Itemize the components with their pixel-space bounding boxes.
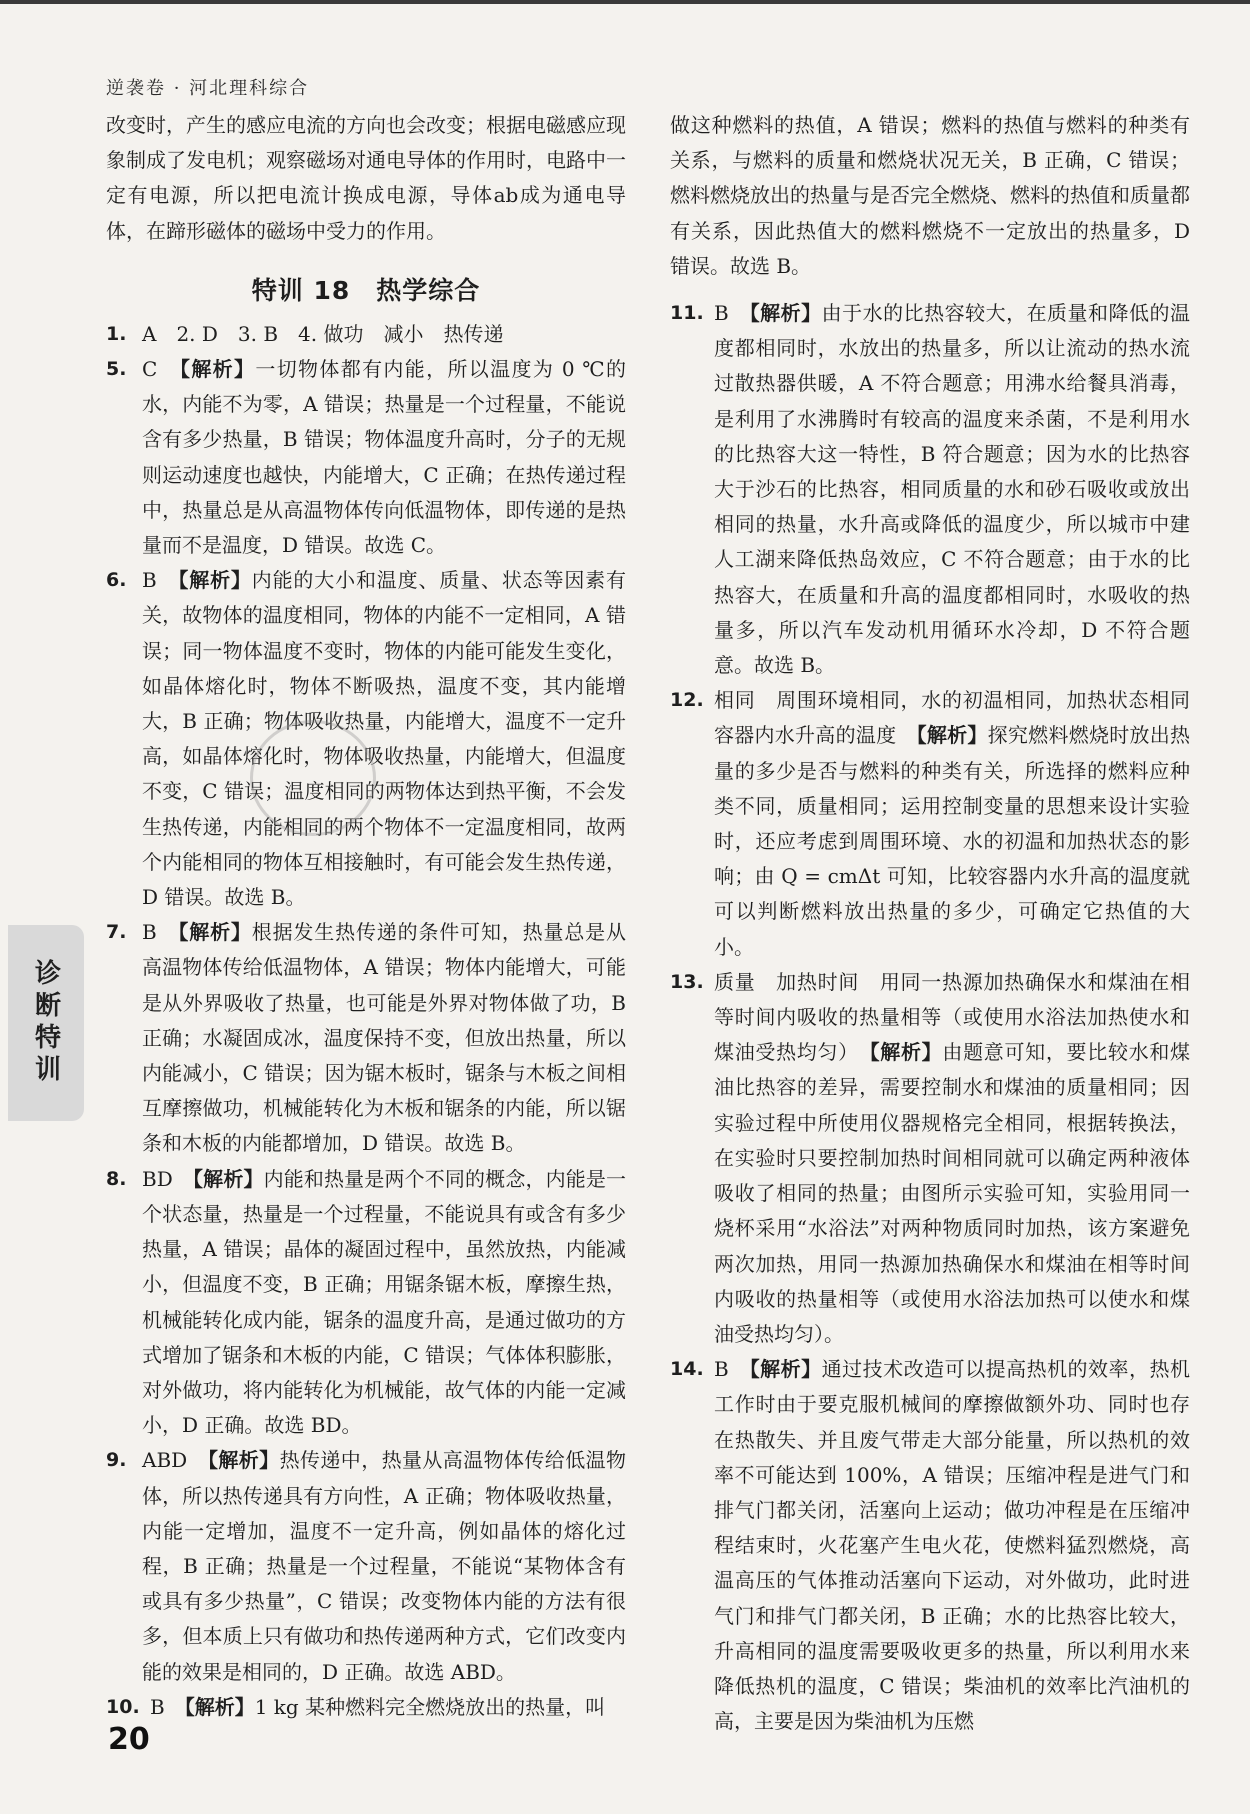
item-answer: BD <box>142 1166 194 1191</box>
item-text: 1 kg 某种燃料完全燃烧放出的热量，叫 <box>254 1694 606 1719</box>
analysis-tag: 【解析】 <box>178 568 252 593</box>
item-answer: B <box>142 568 179 593</box>
item-text: 由于水的比热容较大，在质量和降低的温度都相同时，水放出的热量多，所以让流动的热水流过散热器供暖，A 不符合题意；用沸水给餐具消毒，是利用了水沸腾时有较高的温度来杀菌，不是利用水的比热容大这一特性，B 符合题意；因为水的比热容大于沙石的比热容，相同质量的水和砂石吸收或放出相同的热量，水升高或降低的温度少，所以城市中建人工湖来降低热岛效应，C 不符合题意；由于水的比热容大，在质量和升高的温度都相同时，水吸收的热量多，所以汽车发动机用循环水冷却，D 不符合题意。故选 B。 <box>714 301 1191 678</box>
item-number: 5. <box>106 358 127 381</box>
analysis-tag: 【解析】 <box>184 1694 255 1719</box>
item-text: 内能和热量是两个不同的概念，内能是一个状态量，热量是一个过程量，不能说具有或含有多少热量，A 错误；晶体的凝固过程中，虽然放热，内能减小，但温度不变，B 正确；用锯条锯木板，摩擦生热，机械能转化成内能，锯条的温度升高，是通过做功的方式增加了锯条和木板的内能，C 错误；气体体积膨胀，对外做功，将内能转化为机械能，故气体的内能一定减小，D 正确。故选 BD。 <box>142 1166 627 1438</box>
item-answer: B <box>142 920 179 945</box>
item-number: 14. <box>670 1358 704 1381</box>
item-text: 根据发生热传递的条件可知，热量总是从高温物体传给低温物体，A 错误；物体内能增大，可能是从外界吸收了热量，也可能是外界对物体做了功，B 正确；水凝固成冰，温度保持不变，但放出热量，所以内能减小，C 错误；因为锯木板时，锯条与木板之间相互摩擦做功，机械能转化为木板和锯条的内能，所以锯条和木板的内能都增加，D 错误。故选 B。 <box>142 920 627 1156</box>
analysis-tag: 【解析】 <box>207 1448 280 1473</box>
item-number: 11. <box>670 302 704 325</box>
stamp-watermark <box>250 720 376 836</box>
item-text: 由题意可知，要比较水和煤油比热容的差异，需要控制水和煤油的质量相同；因实验过程中所使用仪器规格完全相同，根据转换法，在实验时只要控制加热时间相同就可以确定两种液体吸收了相同的热量；由图所示实验可知，实验用同一烧杯采用“水浴法”对两种物质同时加热，该方案避免两次加热，用同一热源加热确保水和煤油在相等时间内吸收的热量相等（或使用水浴法加热可以使水和煤油受热均匀）。 <box>714 1040 1191 1346</box>
item-answer: B <box>150 1694 185 1719</box>
side-tab-label: 诊断特训 <box>30 959 61 1087</box>
item-number: 12. <box>670 689 704 712</box>
side-tab <box>8 925 84 1121</box>
item-text: A 2. D 3. B 4. 做功 减小 热传递 <box>142 321 504 346</box>
analysis-tag: 【解析】 <box>193 1166 264 1191</box>
answer-item <box>106 563 626 915</box>
analysis-tag: 【解析】 <box>916 723 988 748</box>
answer-item <box>670 296 1190 683</box>
item-text: 通过技术改造可以提高热机的效率，热机工作时由于要克服机械间的摩擦做额外功、同时也存在热散失、并且废气带走大部分能量，所以热机的效率不可能达到 100%，A 错误；压缩冲程是进气门和排气门都关闭，活塞向上运动；做功冲程是在压缩冲程结束时，火花塞产生电火花，使燃料猛烈燃烧，高温高压的气体推动活塞向下运动，对外做功，此时进气门和排气门都关闭，B 正确；水的比热容比较大，升高相同的温度需要吸收更多的热量，所以利用水来降低热机的温度，C 错误；柴油机的效率比汽油机的高，主要是因为柴油机为压燃 <box>714 1357 1191 1734</box>
item-number: 7. <box>106 921 127 944</box>
item-text: 一切物体都有内能，所以温度为 0 ℃的水，内能不为零，A 错误；热量是一个过程量，不能说含有多少热量，B 错误；物体温度升高时，分子的无规则运动速度也越快，内能增大，C 正确；在热传递过程中，热量总是从高温物体传向低温物体，即传递的是热量而不是温度，D 错误。故选 C。 <box>142 357 627 558</box>
page-number: 20 <box>108 1722 150 1757</box>
item-number: 9. <box>106 1449 127 1472</box>
running-header: 逆袭卷 · 河北理科综合 <box>106 78 310 99</box>
item-number: 6. <box>106 569 127 592</box>
answer-item <box>106 1162 626 1444</box>
analysis-tag: 【解析】 <box>180 357 256 382</box>
item-text: 探究燃料燃烧时放出热量的多少是否与燃料的种类有关，所选择的燃料应种类不同，质量相同；运用控制变量的思想来设计实验时，还应考虑到周围环境、水的初温和加热状态的影响；由 Q = cmΔt 可知，比较容器内水升高的温度就可以判断燃料放出热量的多少，可确定它热值的大小。 <box>714 723 1191 959</box>
answer-item <box>106 352 626 563</box>
answer-item <box>670 683 1210 965</box>
item-answer: C <box>142 357 180 382</box>
answer-item <box>106 915 626 1161</box>
analysis-tag: 【解析】 <box>749 1357 822 1382</box>
analysis-tag: 【解析】 <box>178 920 252 945</box>
item-answer: ABD <box>142 1448 208 1473</box>
answer-item <box>670 965 1190 1352</box>
analysis-tag: 【解析】 <box>869 1040 943 1065</box>
item-number: 13. <box>670 970 704 993</box>
item-answer: B <box>714 1357 750 1382</box>
item-answer: 质量 加热时间 用同一热源加热确保水和煤油在相等时间内吸收的热量相等（或使用水浴法加热使水和煤油受热均匀） <box>714 969 1190 1065</box>
item-answer: B <box>714 301 750 326</box>
left-column <box>106 108 626 1725</box>
item-text: 内能的大小和温度、质量、状态等因素有关，故物体的温度相同，物体的内能不一定相同，A 错误；同一物体温度不变时，物体的内能可能发生变化，如晶体熔化时，物体不断吸热，温度不变，其内能增大，B 正确；物体吸收热量，内能增大，温度不一定升高，如晶体熔化时，物体吸收热量，内能增大，但温度不变，C 错误；温度相同的两物体达到热平衡，不会发生热传递，内能相同的两个物体不一定温度相同，故两个内能相同的物体互相接触时，有可能会发生热传递，D 错误。故选 B。 <box>142 568 627 910</box>
answer-item <box>670 1352 1190 1739</box>
right-intro: 做这种燃料的热值，A 错误；燃料的热值与燃料的种类有关系，与燃料的质量和燃烧状况无关，B 正确，C 错误；燃料燃烧放出的热量与是否完全燃烧、燃料的热值和质量都有关系，因此热值大的燃料燃烧不一定放出的热量多，D 错误。故选 B。 <box>670 113 1190 278</box>
right-column <box>670 108 1210 1739</box>
item-text: 热传递中，热量从高温物体传给低温物体，所以热传递具有方向性，A 正确；物体吸收热量，内能一定增加，温度不一定升高，例如晶体的熔化过程，B 正确；热量是一个过程量，不能说“某物体含有或具有多少热量”，C 错误；改变物体内能的方法有很多，但本质上只有做功和热传递两种方式，它们改变内能的效果是相同的，D 正确。故选 ABD。 <box>142 1448 627 1684</box>
answer-item <box>106 317 626 352</box>
answer-item <box>106 1690 626 1725</box>
top-rule <box>0 0 1250 4</box>
item-number: 10. <box>106 1695 140 1718</box>
item-number: 1. <box>106 322 127 345</box>
analysis-tag: 【解析】 <box>749 301 822 326</box>
answer-item <box>106 1443 626 1689</box>
item-number: 8. <box>106 1167 127 1190</box>
section-title: 特训 18 热学综合 <box>251 275 481 305</box>
item-answer: 相同 周围环境相同，水的初温相同，加热状态相同 容器内水升高的温度 <box>714 688 1210 748</box>
left-intro: 改变时，产生的感应电流的方向也会改变；根据电磁感应现象制成了发电机；观察磁场对通电导体的作用时，电路中一定有电源，所以把电流计换成电源，导体ab成为通电导体，在蹄形磁体的磁场中受力的作用。 <box>106 113 626 243</box>
